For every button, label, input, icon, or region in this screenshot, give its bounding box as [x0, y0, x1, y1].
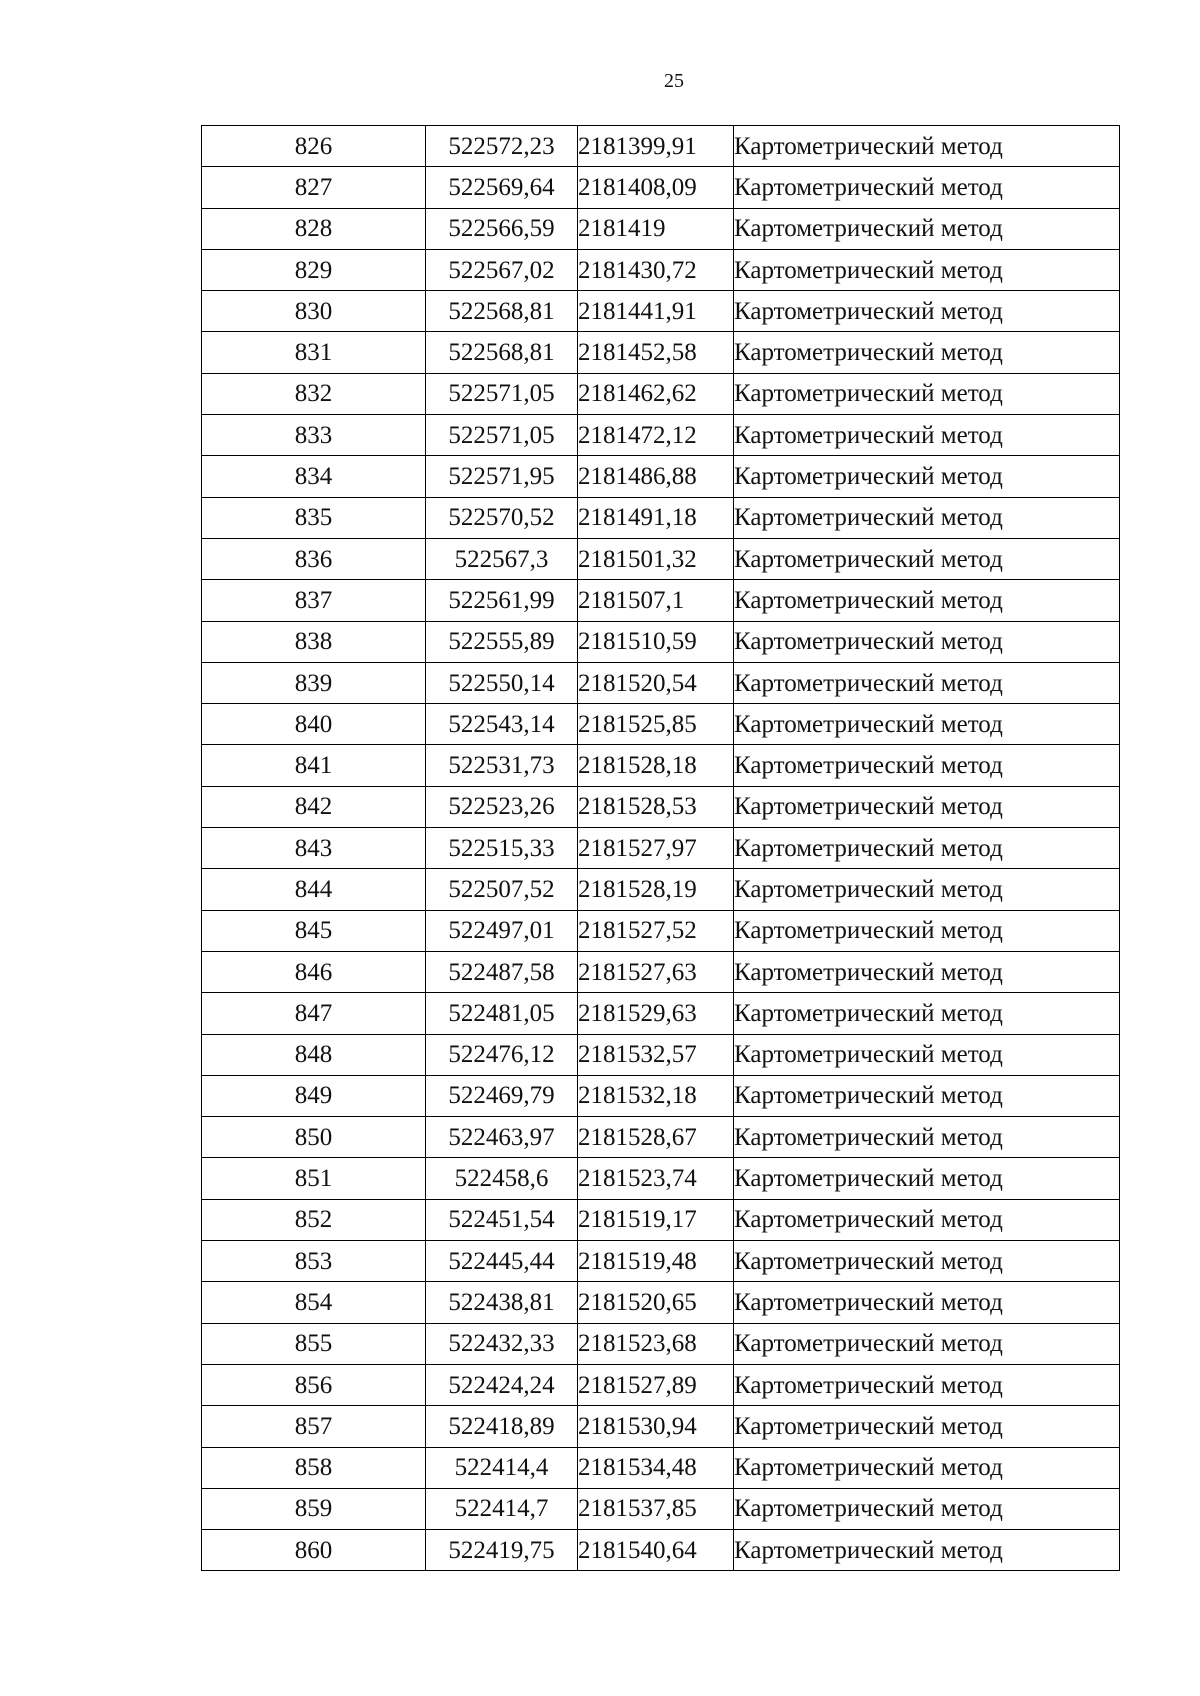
y-coordinate-cell: 2181527,63 [578, 951, 734, 992]
point-number-cell: 833 [202, 415, 426, 456]
table-row [202, 538, 1120, 579]
table-row [202, 580, 1120, 621]
x-coordinate-cell: 522515,33 [426, 828, 578, 869]
table-row [202, 1364, 1120, 1405]
point-number-cell: 828 [202, 208, 426, 249]
y-coordinate-cell: 2181540,64 [578, 1530, 734, 1571]
table-row [202, 1034, 1120, 1075]
point-number-cell: 858 [202, 1447, 426, 1488]
table-row [202, 332, 1120, 373]
table-row [202, 497, 1120, 538]
y-coordinate-cell: 2181462,62 [578, 373, 734, 414]
x-coordinate-cell: 522571,05 [426, 373, 578, 414]
table-row [202, 786, 1120, 827]
table-row [202, 249, 1120, 290]
x-coordinate-cell: 522571,05 [426, 415, 578, 456]
x-coordinate-cell: 522566,59 [426, 208, 578, 249]
x-coordinate-cell: 522497,01 [426, 910, 578, 951]
method-cell: Картометрический метод [734, 1488, 1120, 1529]
method-cell: Картометрический метод [734, 1034, 1120, 1075]
x-coordinate-cell: 522469,79 [426, 1075, 578, 1116]
y-coordinate-cell: 2181532,18 [578, 1075, 734, 1116]
point-number-cell: 844 [202, 869, 426, 910]
table-row [202, 1530, 1120, 1571]
point-number-cell: 841 [202, 745, 426, 786]
x-coordinate-cell: 522572,23 [426, 126, 578, 167]
method-cell: Картометрический метод [734, 538, 1120, 579]
method-cell: Картометрический метод [734, 1406, 1120, 1447]
point-number-cell: 853 [202, 1241, 426, 1282]
point-number-cell: 836 [202, 538, 426, 579]
y-coordinate-cell: 2181399,91 [578, 126, 734, 167]
method-cell: Картометрический метод [734, 415, 1120, 456]
point-number-cell: 831 [202, 332, 426, 373]
point-number-cell: 847 [202, 993, 426, 1034]
table-row [202, 291, 1120, 332]
x-coordinate-cell: 522414,4 [426, 1447, 578, 1488]
method-cell: Картометрический метод [734, 126, 1120, 167]
method-cell: Картометрический метод [734, 1364, 1120, 1405]
y-coordinate-cell: 2181528,18 [578, 745, 734, 786]
y-coordinate-cell: 2181491,18 [578, 497, 734, 538]
y-coordinate-cell: 2181523,74 [578, 1158, 734, 1199]
method-cell: Картометрический метод [734, 1447, 1120, 1488]
point-number-cell: 827 [202, 167, 426, 208]
x-coordinate-cell: 522543,14 [426, 704, 578, 745]
y-coordinate-cell: 2181486,88 [578, 456, 734, 497]
point-number-cell: 855 [202, 1323, 426, 1364]
method-cell: Картометрический метод [734, 291, 1120, 332]
point-number-cell: 857 [202, 1406, 426, 1447]
table-row [202, 1158, 1120, 1199]
y-coordinate-cell: 2181528,67 [578, 1117, 734, 1158]
y-coordinate-cell: 2181528,53 [578, 786, 734, 827]
x-coordinate-cell: 522419,75 [426, 1530, 578, 1571]
point-number-cell: 848 [202, 1034, 426, 1075]
x-coordinate-cell: 522507,52 [426, 869, 578, 910]
point-number-cell: 838 [202, 621, 426, 662]
method-cell: Картометрический метод [734, 208, 1120, 249]
method-cell: Картометрический метод [734, 662, 1120, 703]
point-number-cell: 859 [202, 1488, 426, 1529]
y-coordinate-cell: 2181523,68 [578, 1323, 734, 1364]
y-coordinate-cell: 2181532,57 [578, 1034, 734, 1075]
table-row [202, 456, 1120, 497]
x-coordinate-cell: 522569,64 [426, 167, 578, 208]
method-cell: Картометрический метод [734, 249, 1120, 290]
point-number-cell: 832 [202, 373, 426, 414]
method-cell: Картометрический метод [734, 1282, 1120, 1323]
point-number-cell: 842 [202, 786, 426, 827]
point-number-cell: 826 [202, 126, 426, 167]
method-cell: Картометрический метод [734, 869, 1120, 910]
x-coordinate-cell: 522438,81 [426, 1282, 578, 1323]
point-number-cell: 835 [202, 497, 426, 538]
y-coordinate-cell: 2181534,48 [578, 1447, 734, 1488]
table-row [202, 1406, 1120, 1447]
table-row [202, 951, 1120, 992]
point-number-cell: 852 [202, 1199, 426, 1240]
table-row [202, 662, 1120, 703]
method-cell: Картометрический метод [734, 332, 1120, 373]
method-cell: Картометрический метод [734, 993, 1120, 1034]
method-cell: Картометрический метод [734, 1530, 1120, 1571]
x-coordinate-cell: 522487,58 [426, 951, 578, 992]
coordinates-table [201, 125, 1120, 1571]
method-cell: Картометрический метод [734, 580, 1120, 621]
x-coordinate-cell: 522481,05 [426, 993, 578, 1034]
point-number-cell: 845 [202, 910, 426, 951]
point-number-cell: 850 [202, 1117, 426, 1158]
method-cell: Картометрический метод [734, 1158, 1120, 1199]
y-coordinate-cell: 2181520,54 [578, 662, 734, 703]
method-cell: Картометрический метод [734, 1075, 1120, 1116]
y-coordinate-cell: 2181510,59 [578, 621, 734, 662]
method-cell: Картометрический метод [734, 456, 1120, 497]
point-number-cell: 851 [202, 1158, 426, 1199]
table-row [202, 910, 1120, 951]
point-number-cell: 830 [202, 291, 426, 332]
x-coordinate-cell: 522414,7 [426, 1488, 578, 1529]
table-row [202, 1447, 1120, 1488]
table-row [202, 126, 1120, 167]
x-coordinate-cell: 522451,54 [426, 1199, 578, 1240]
method-cell: Картометрический метод [734, 497, 1120, 538]
x-coordinate-cell: 522567,02 [426, 249, 578, 290]
method-cell: Картометрический метод [734, 1117, 1120, 1158]
method-cell: Картометрический метод [734, 828, 1120, 869]
x-coordinate-cell: 522571,95 [426, 456, 578, 497]
y-coordinate-cell: 2181520,65 [578, 1282, 734, 1323]
x-coordinate-cell: 522555,89 [426, 621, 578, 662]
table-row [202, 167, 1120, 208]
y-coordinate-cell: 2181419 [578, 208, 734, 249]
page-number: 25 [664, 70, 684, 92]
x-coordinate-cell: 522424,24 [426, 1364, 578, 1405]
point-number-cell: 856 [202, 1364, 426, 1405]
table-row [202, 745, 1120, 786]
y-coordinate-cell: 2181519,48 [578, 1241, 734, 1282]
table-row [202, 1488, 1120, 1529]
table-row [202, 1241, 1120, 1282]
table-row [202, 1323, 1120, 1364]
y-coordinate-cell: 2181472,12 [578, 415, 734, 456]
table-row [202, 828, 1120, 869]
x-coordinate-cell: 522570,52 [426, 497, 578, 538]
method-cell: Картометрический метод [734, 167, 1120, 208]
method-cell: Картометрический метод [734, 1323, 1120, 1364]
point-number-cell: 834 [202, 456, 426, 497]
table-row [202, 1282, 1120, 1323]
method-cell: Картометрический метод [734, 621, 1120, 662]
y-coordinate-cell: 2181530,94 [578, 1406, 734, 1447]
y-coordinate-cell: 2181527,52 [578, 910, 734, 951]
x-coordinate-cell: 522418,89 [426, 1406, 578, 1447]
table-row [202, 208, 1120, 249]
x-coordinate-cell: 522531,73 [426, 745, 578, 786]
point-number-cell: 837 [202, 580, 426, 621]
x-coordinate-cell: 522523,26 [426, 786, 578, 827]
point-number-cell: 839 [202, 662, 426, 703]
method-cell: Картометрический метод [734, 1199, 1120, 1240]
method-cell: Картометрический метод [734, 704, 1120, 745]
x-coordinate-cell: 522567,3 [426, 538, 578, 579]
point-number-cell: 854 [202, 1282, 426, 1323]
y-coordinate-cell: 2181537,85 [578, 1488, 734, 1529]
coordinates-table-body [202, 126, 1120, 1571]
y-coordinate-cell: 2181501,32 [578, 538, 734, 579]
method-cell: Картометрический метод [734, 910, 1120, 951]
method-cell: Картометрический метод [734, 373, 1120, 414]
x-coordinate-cell: 522476,12 [426, 1034, 578, 1075]
point-number-cell: 860 [202, 1530, 426, 1571]
x-coordinate-cell: 522568,81 [426, 332, 578, 373]
point-number-cell: 840 [202, 704, 426, 745]
y-coordinate-cell: 2181527,97 [578, 828, 734, 869]
y-coordinate-cell: 2181430,72 [578, 249, 734, 290]
y-coordinate-cell: 2181441,91 [578, 291, 734, 332]
table-row [202, 1199, 1120, 1240]
y-coordinate-cell: 2181408,09 [578, 167, 734, 208]
x-coordinate-cell: 522550,14 [426, 662, 578, 703]
method-cell: Картометрический метод [734, 1241, 1120, 1282]
table-row [202, 1075, 1120, 1116]
y-coordinate-cell: 2181529,63 [578, 993, 734, 1034]
point-number-cell: 829 [202, 249, 426, 290]
y-coordinate-cell: 2181528,19 [578, 869, 734, 910]
y-coordinate-cell: 2181525,85 [578, 704, 734, 745]
point-number-cell: 843 [202, 828, 426, 869]
y-coordinate-cell: 2181519,17 [578, 1199, 734, 1240]
x-coordinate-cell: 522432,33 [426, 1323, 578, 1364]
x-coordinate-cell: 522445,44 [426, 1241, 578, 1282]
point-number-cell: 846 [202, 951, 426, 992]
method-cell: Картометрический метод [734, 951, 1120, 992]
x-coordinate-cell: 522568,81 [426, 291, 578, 332]
table-row [202, 869, 1120, 910]
y-coordinate-cell: 2181507,1 [578, 580, 734, 621]
x-coordinate-cell: 522561,99 [426, 580, 578, 621]
table-row [202, 415, 1120, 456]
point-number-cell: 849 [202, 1075, 426, 1116]
table-row [202, 1117, 1120, 1158]
y-coordinate-cell: 2181452,58 [578, 332, 734, 373]
y-coordinate-cell: 2181527,89 [578, 1364, 734, 1405]
x-coordinate-cell: 522463,97 [426, 1117, 578, 1158]
x-coordinate-cell: 522458,6 [426, 1158, 578, 1199]
table-row [202, 373, 1120, 414]
method-cell: Картометрический метод [734, 745, 1120, 786]
table-row [202, 621, 1120, 662]
table-row [202, 993, 1120, 1034]
method-cell: Картометрический метод [734, 786, 1120, 827]
table-row [202, 704, 1120, 745]
